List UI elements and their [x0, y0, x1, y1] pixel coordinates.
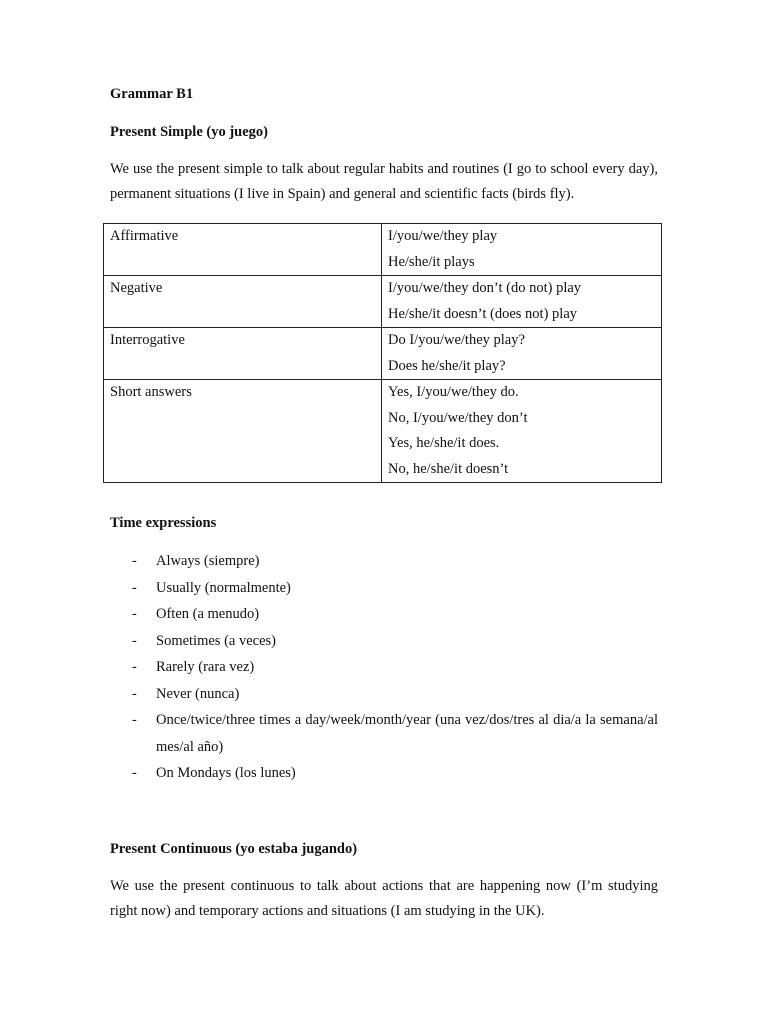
form-line: He/she/it doesn’t (does not) play: [388, 305, 578, 322]
form-line: Does he/she/it play?: [388, 357, 506, 374]
table-row: [104, 328, 662, 380]
list-item-text: Usually (normalmente): [156, 579, 291, 596]
present-continuous-intro: We use the present continuous to talk about actions that are happening now (I’m studying right now) and temporary actions and situations (I am studying in the UK).: [110, 878, 658, 919]
list-bullet: -: [132, 712, 137, 728]
list-bullet: -: [132, 659, 137, 675]
row-label: Short answers: [104, 380, 382, 483]
form-line: He/she/it plays: [388, 253, 475, 270]
list-item-text: Always (siempre): [156, 553, 260, 569]
list-item-text: Often (a menudo): [156, 606, 260, 622]
document-title: Grammar B1: [110, 86, 194, 102]
section-heading-time-expressions: Time expressions: [110, 515, 217, 531]
row-forms: [382, 328, 662, 380]
list-bullet: -: [132, 606, 137, 622]
list-item: [110, 628, 658, 655]
list-bullet: -: [132, 553, 137, 569]
form-line: No, I/you/we/they don’t: [388, 409, 528, 426]
table-row: [104, 276, 662, 328]
row-label: Affirmative: [104, 224, 382, 276]
list-item: [110, 707, 658, 760]
row-forms: [382, 276, 662, 328]
form-line: Yes, he/she/it does.: [388, 435, 500, 451]
list-item: [110, 548, 658, 575]
section-heading-present-continuous: Present Continuous (yo estaba jugando): [110, 841, 358, 857]
conjugation-table: [103, 223, 662, 483]
row-label: Interrogative: [104, 328, 382, 380]
form-line: I/you/we/they play: [388, 228, 498, 244]
list-item-text: Rarely (rara vez): [156, 659, 255, 675]
list-item-text: On Mondays (los lunes): [156, 765, 296, 781]
row-forms: [382, 380, 662, 483]
list-item-text: Sometimes (a veces): [156, 632, 276, 649]
time-expressions-list: [110, 548, 658, 787]
list-item: [110, 654, 658, 681]
list-item: [110, 681, 658, 708]
list-item: [110, 601, 658, 628]
form-line: Do I/you/we/they play?: [388, 332, 525, 348]
form-line: Yes, I/you/we/they do.: [388, 384, 519, 400]
present-simple-intro: We use the present simple to talk about regular habits and routines (I go to school every day), permanent situations (I live in Spain) and general and scientific facts (birds fly).: [110, 161, 658, 202]
table-row: [104, 224, 662, 276]
list-bullet: -: [132, 579, 137, 596]
row-label: Negative: [104, 276, 382, 328]
list-bullet: -: [132, 632, 137, 649]
form-line: I/you/we/they don’t (do not) play: [388, 280, 582, 296]
list-bullet: -: [132, 685, 137, 702]
table-row: [104, 380, 662, 483]
list-item-text: Never (nunca): [156, 685, 240, 702]
list-item-text: Once/twice/three times a day/week/month/year (una vez/dos/tres al dia/a la semana/al mes/al año): [156, 712, 658, 755]
row-forms: [382, 224, 662, 276]
list-item: [110, 760, 658, 787]
section-heading-present-simple: Present Simple (yo juego): [110, 124, 268, 140]
form-line: No, he/she/it doesn’t: [388, 460, 509, 477]
list-bullet: -: [132, 765, 137, 781]
list-item: [110, 575, 658, 602]
